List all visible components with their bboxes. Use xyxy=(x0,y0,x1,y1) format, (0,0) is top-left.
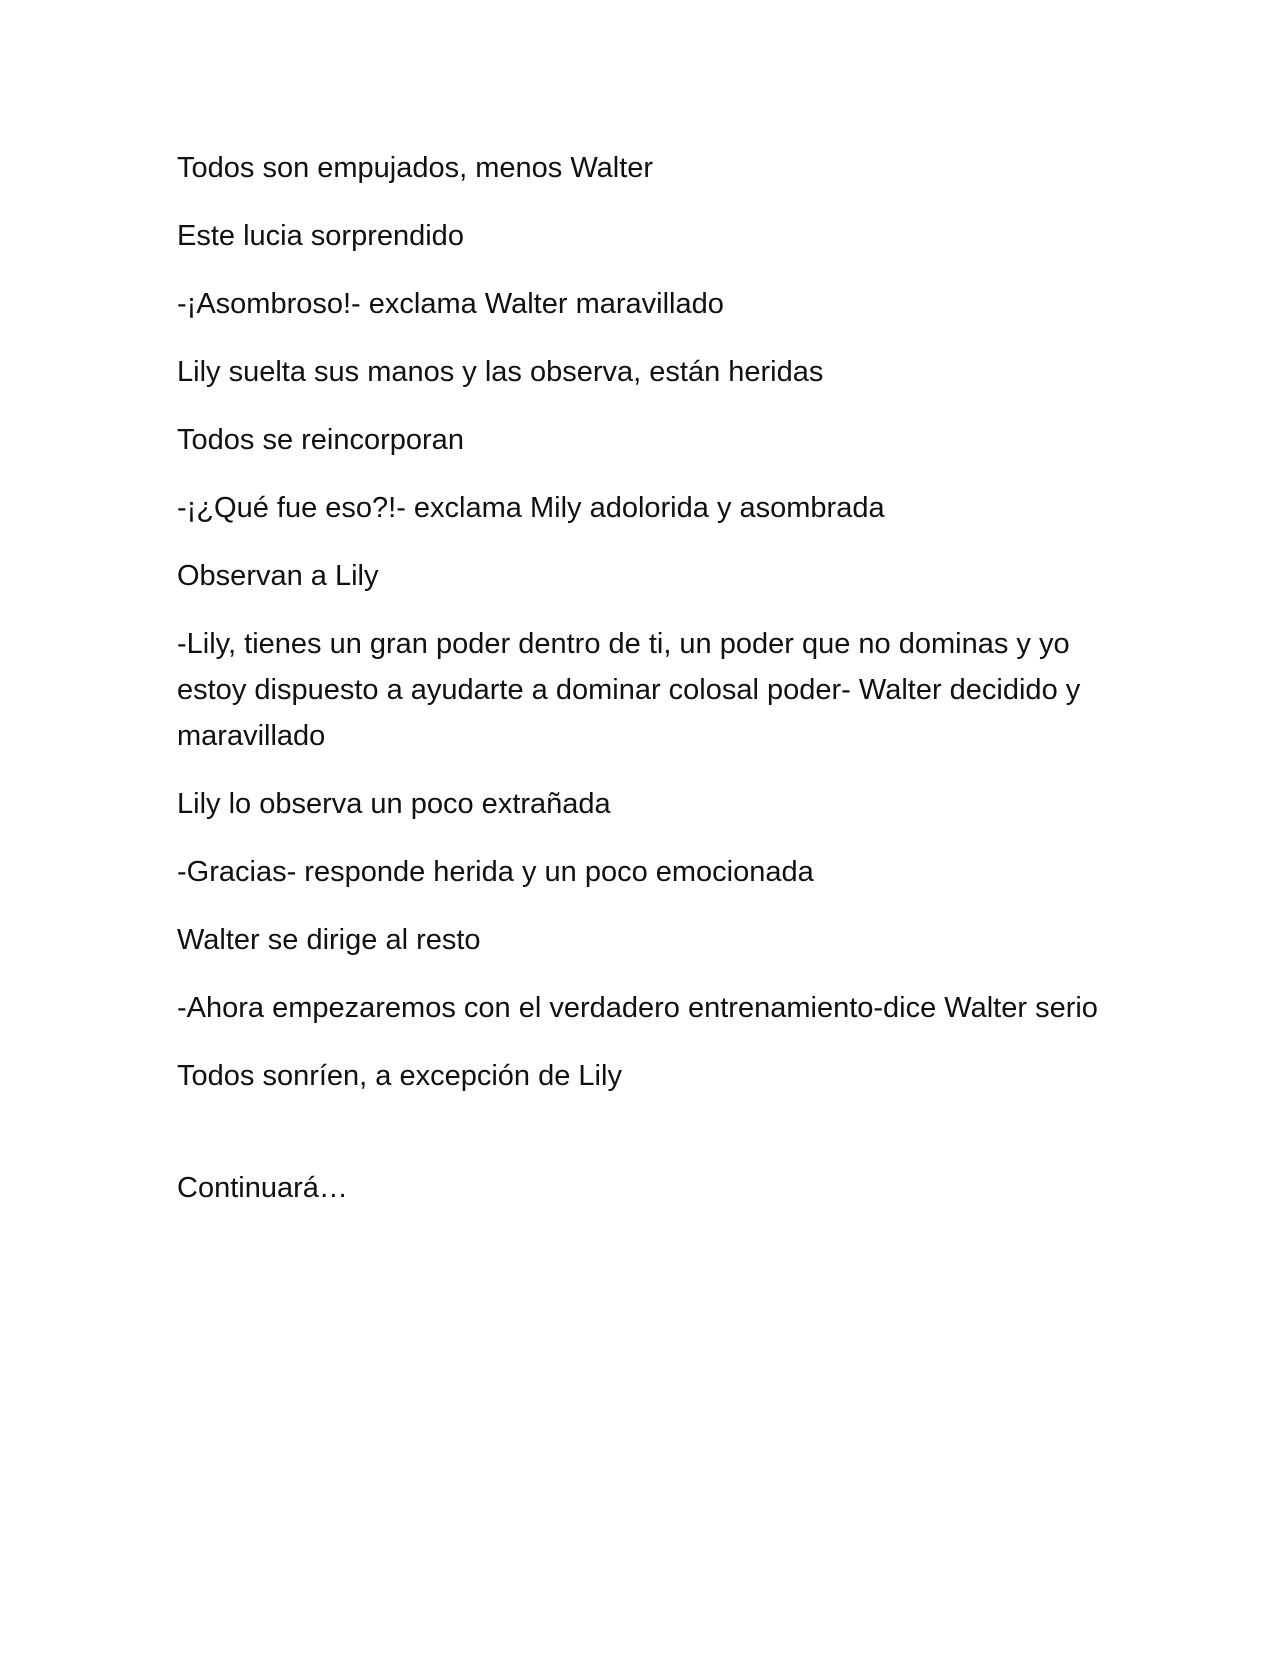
paragraph: Todos sonríen, a excepción de Lily xyxy=(177,1060,622,1092)
paragraph: Lily suelta sus manos y las observa, están heridas xyxy=(177,356,824,388)
paragraph: Lily lo observa un poco extrañada xyxy=(177,788,611,820)
closing-line: Continuará… xyxy=(177,1172,348,1204)
paragraph: Todos son empujados, menos Walter xyxy=(177,152,654,184)
paragraph: -Gracias- responde herida y un poco emocionada xyxy=(177,856,814,888)
paragraph: Observan a Lily xyxy=(177,560,379,592)
paragraph: Todos se reincorporan xyxy=(177,424,464,456)
blank-line xyxy=(177,1121,1102,1165)
paragraph: -Ahora empezaremos con el verdadero entrenamiento-dice Walter serio xyxy=(177,992,1098,1024)
document-body xyxy=(177,145,1102,1233)
paragraph: -¡Asombroso!- exclama Walter maravillado xyxy=(177,288,724,320)
paragraph: Walter se dirige al resto xyxy=(177,924,481,956)
paragraph: -Lily, tienes un gran poder dentro de ti, un poder que no dominas y yo estoy dispuesto a ayudarte a dominar colosal poder- Walter decidido y maravillado xyxy=(177,628,1081,752)
paragraph: Este lucia sorprendido xyxy=(177,220,464,252)
paragraph: -¡¿Qué fue eso?!- exclama Mily adolorida y asombrada xyxy=(177,492,885,524)
